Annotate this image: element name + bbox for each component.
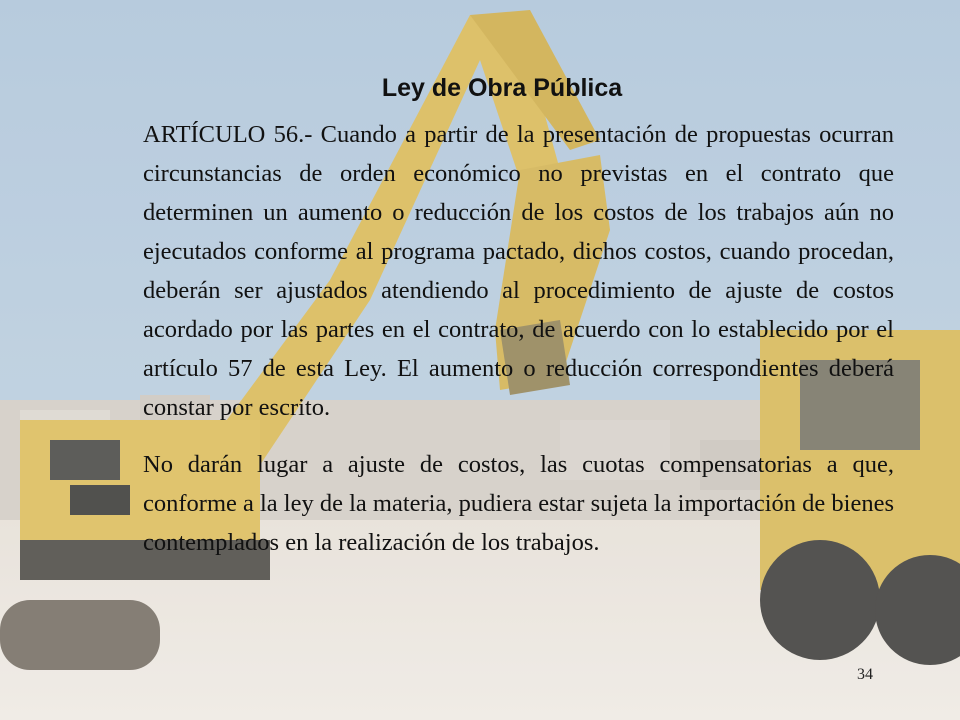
page-number: 34 <box>857 666 873 683</box>
slide-title: Ley de Obra Pública <box>381 74 623 102</box>
article-paragraph: ARTÍCULO 56.- Cuando a partir de la presentación de propuestas ocurran circunstancias de orden económico no previstas en el contrato que determinen un aumento o reducción de los costos de los trabajos aún no ejecutados conforme al programa pactado, dichos costos, cuando procedan, deberán ser ajustados atendiendo al procedimiento de ajuste de costos acordado por las partes en el contrato, de acuerdo con lo establecido por el artículo 57 de esta Ley. El aumento o reducción correspondientes deberá constar por escrito. <box>143 121 894 421</box>
exception-paragraph: No darán lugar a ajuste de costos, las cuotas compensatorias a que, conforme a la ley de la materia, pudiera estar sujeta la importación de bienes contemplados en la realización de los trabajos. <box>143 451 895 556</box>
slide-body <box>143 115 894 562</box>
